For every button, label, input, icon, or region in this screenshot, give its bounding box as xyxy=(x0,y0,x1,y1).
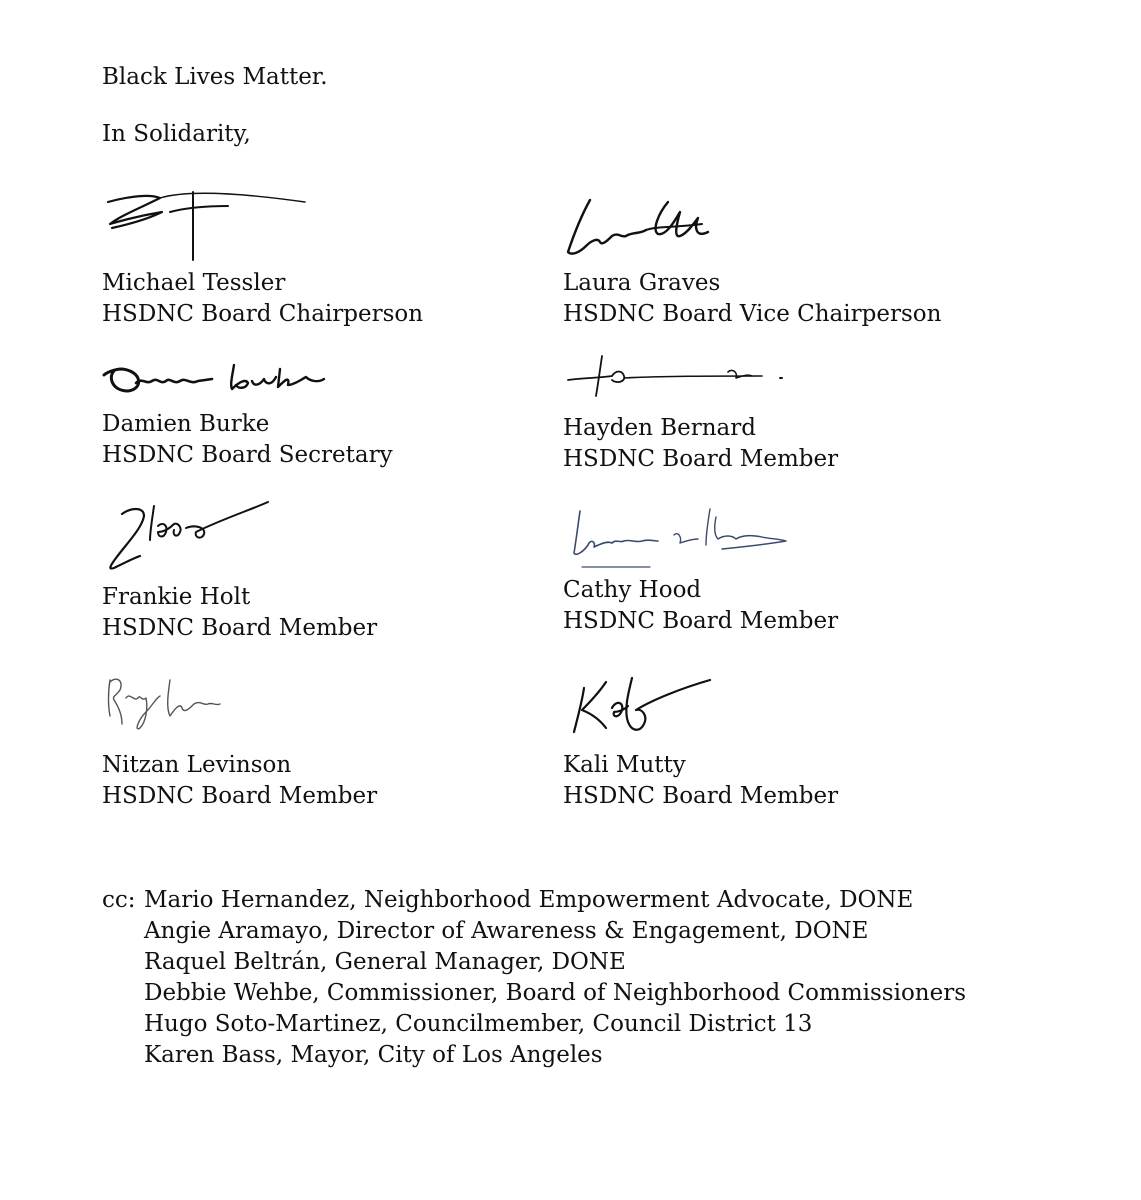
signer-cathy-hood xyxy=(563,575,838,637)
cc-recipient: Hugo Soto-Martinez, Councilmember, Council District 13 xyxy=(144,1011,813,1037)
signer-name: Kali Mutty xyxy=(563,752,686,778)
signer-role: HSDNC Board Member xyxy=(563,608,839,634)
signature-cathy-hood xyxy=(562,505,792,575)
signer-name: Damien Burke xyxy=(102,411,270,437)
signer-role: HSDNC Board Secretary xyxy=(102,442,393,468)
signature-damien-burke xyxy=(100,355,330,405)
cc-recipient: Mario Hernandez, Neighborhood Empowerment Advocate, DONE xyxy=(144,887,914,913)
cc-recipient: Karen Bass, Mayor, City of Los Angeles xyxy=(144,1042,603,1068)
signer-role: HSDNC Board Chairperson xyxy=(102,301,424,327)
signature-laura-graves xyxy=(562,190,712,262)
signer-name: Frankie Holt xyxy=(102,584,251,610)
signer-michael-tessler xyxy=(102,268,423,330)
signer-damien-burke xyxy=(102,409,393,471)
signature-kali-mutty xyxy=(562,668,717,748)
cc-label: cc: xyxy=(102,887,136,913)
signer-laura-graves xyxy=(563,268,941,330)
cc-recipient-list xyxy=(144,885,966,1071)
signer-role: HSDNC Board Member xyxy=(102,783,378,809)
signer-role: HSDNC Board Member xyxy=(102,615,378,641)
signer-name: Hayden Bernard xyxy=(563,415,756,441)
signer-name: Cathy Hood xyxy=(563,577,702,603)
signer-role: HSDNC Board Member xyxy=(563,446,839,472)
signer-name: Laura Graves xyxy=(563,270,721,296)
closing-statement: Black Lives Matter. xyxy=(102,64,328,90)
cc-recipient: Raquel Beltrán, General Manager, DONE xyxy=(144,949,626,975)
signature-hayden-bernard xyxy=(562,352,792,402)
signer-name: Michael Tessler xyxy=(102,270,286,296)
signer-name: Nitzan Levinson xyxy=(102,752,292,778)
signature-frankie-holt xyxy=(100,498,275,573)
cc-recipient: Angie Aramayo, Director of Awareness & Engagement, DONE xyxy=(144,918,869,944)
signer-role: HSDNC Board Member xyxy=(563,783,839,809)
closing-salutation: In Solidarity, xyxy=(102,121,251,147)
cc-recipient: Debbie Wehbe, Commissioner, Board of Neighborhood Commissioners xyxy=(144,980,967,1006)
signer-frankie-holt xyxy=(102,582,377,644)
signature-michael-tessler xyxy=(100,182,310,262)
signer-role: HSDNC Board Vice Chairperson xyxy=(563,301,942,327)
signer-hayden-bernard xyxy=(563,413,838,475)
signer-nitzan-levinson xyxy=(102,750,377,812)
signature-nitzan-levinson xyxy=(100,668,230,743)
signer-kali-mutty xyxy=(563,750,838,812)
